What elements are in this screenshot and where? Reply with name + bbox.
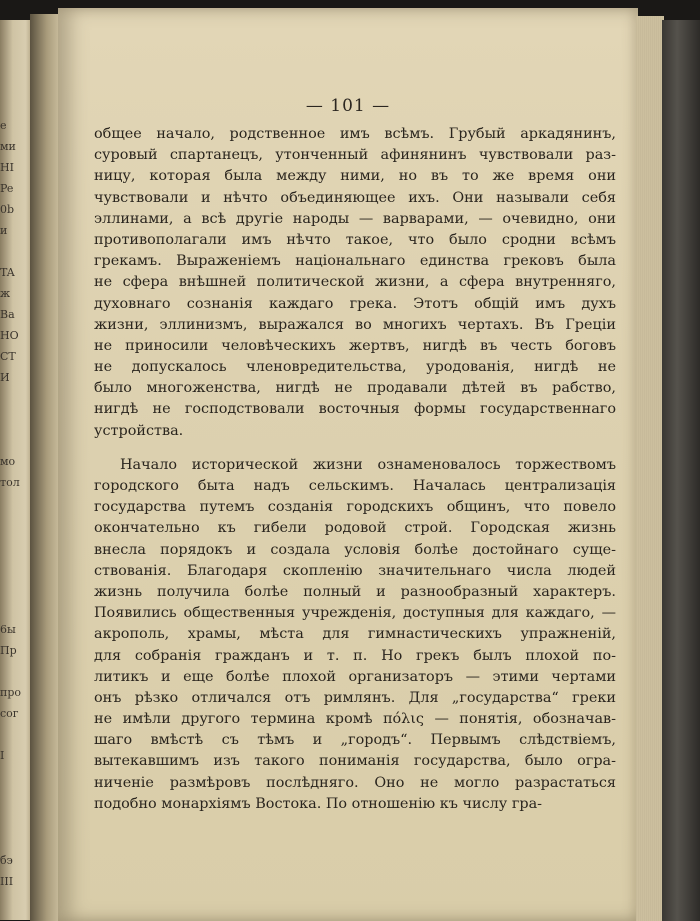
left-page-fragment: CT (0, 350, 16, 363)
left-page-fragment (0, 787, 30, 808)
left-page-fragment: Pe (0, 182, 14, 195)
left-page-fragment: HO (0, 329, 19, 342)
text-line: государства путемъ созданія городскихъ общинъ, что повело (94, 499, 616, 516)
text-line: литикъ и еще болѣе плохой организаторъ — этими чертами (94, 668, 616, 685)
text-line: подобно монархіямъ Востока. По отношенію къ числу гра- (94, 795, 543, 812)
left-page-fragment: бэ (0, 854, 13, 867)
text-line: устройства. (94, 422, 184, 439)
left-page-fragment (0, 409, 30, 430)
text-line: ницу, которая была между ними, но въ то же время они (94, 168, 616, 185)
text-line: ствованія. Благодаря скопленію значительнаго числа людей (94, 562, 616, 579)
left-page-fragment: HI (0, 161, 14, 174)
text-line: жизнь получила болѣе полный и разнообразный характеръ. (94, 583, 616, 600)
text-line: для собранія гражданъ и т. п. Но грекъ былъ плохой по- (94, 647, 616, 664)
text-line: не сфера внѣшней политической жизни, а сфера внутренняго, (94, 274, 616, 291)
page-edges (636, 16, 664, 921)
book-cover (662, 20, 700, 921)
left-page-fragment: TA (0, 266, 15, 279)
left-page-fragment (0, 493, 30, 514)
text-line: общее начало, родственное имъ всѣмъ. Грубый аркадянинъ, (94, 126, 616, 142)
text-line: акрополь, храмы, мѣста для гимнастическихъ упражненій, (94, 626, 616, 643)
left-page-fragment (0, 829, 30, 850)
left-page-fragment: Ba (0, 308, 15, 321)
text-line: Появились общественныя учрежденія, доступныя для каждаго, — (94, 605, 616, 622)
text-line: не допускалось членовредительства, уродованія, нигдѣ не (94, 359, 616, 376)
left-page (0, 20, 32, 920)
left-page-fragment (0, 388, 30, 409)
left-page-fragment: e (0, 119, 7, 132)
left-page-text-fragments (0, 115, 30, 892)
left-page-fragment: про (0, 686, 21, 699)
text-line: нигдѣ не господствовали восточныя формы государственнаго (94, 401, 616, 418)
left-page-fragment (0, 577, 30, 598)
left-page-fragment: И (0, 371, 10, 384)
left-page-fragment (0, 514, 30, 535)
text-line: противополагали имъ нѣчто такое, что было сродни всѣмъ (94, 231, 616, 248)
text-line: онъ рѣзко отличался отъ римлянъ. Для „государства“ греки (94, 689, 616, 706)
text-line: грекамъ. Выраженіемъ національнаго единства грековъ была (94, 253, 616, 270)
text-line: чувствовали и нѣчто объединяющее ихъ. Они называли себя (94, 189, 616, 206)
left-page-fragment: I (0, 749, 5, 762)
text-line: жизни, эллинизмъ, выражался во многихъ чертахъ. Въ Греціи (94, 316, 616, 333)
body-text (94, 124, 616, 815)
left-page-fragment: мо (0, 455, 16, 468)
page-number: — 101 — (305, 96, 391, 116)
left-page-fragment: и (0, 224, 8, 237)
text-line: внесла порядокъ и создала условія болѣе достойнаго суще- (94, 541, 616, 558)
left-page-fragment (0, 535, 30, 556)
left-page-fragment: тол (0, 476, 20, 489)
text-line: было многоженства, нигдѣ не продавали дѣтей въ рабство, (94, 380, 616, 397)
left-page-fragment: III (0, 875, 14, 888)
text-line: городского быта надъ сельскимъ. Началась централизація (94, 478, 616, 494)
left-page-fragment (0, 808, 30, 829)
left-page-fragment (0, 430, 30, 451)
paragraph (94, 455, 616, 815)
text-line: суровый спартанецъ, утонченный афинянинъ чувствовали раз- (94, 147, 616, 164)
left-page-fragment (0, 724, 30, 745)
text-line: эллинами, а всѣ другіе народы — варварами, — очевидно, они (94, 210, 616, 227)
text-line: Начало исторической жизни ознаменовалось торжествомъ (120, 456, 616, 473)
left-page-fragment (0, 241, 30, 262)
text-line: вытекавшимъ изъ такого пониманія государства, было огра- (94, 753, 616, 770)
text-line: не имѣли другого термина кромѣ πόλις — понятія, обозначав- (94, 711, 616, 728)
left-page-fragment: сог (0, 707, 19, 720)
left-page-fragment: ми (0, 140, 16, 153)
paragraph-gap (94, 442, 616, 455)
left-page-fragment (0, 766, 30, 787)
left-page-fragment (0, 556, 30, 577)
left-page-fragment: ж (0, 287, 11, 300)
left-page-fragment: 0b (0, 203, 15, 216)
left-page-fragment (0, 598, 30, 619)
text-line: не приносили человѣческихъ жертвъ, нигдѣ въ честь боговъ (94, 337, 616, 354)
text-line: ниченіе размѣровъ послѣдняго. Оно не могло разрастаться (94, 774, 616, 791)
text-line: шаго вмѣстѣ съ тѣмъ и „городъ“. Первымъ слѣдствіемъ, (94, 732, 616, 749)
paragraph (94, 124, 616, 442)
left-page-fragment: 6ы (0, 623, 16, 636)
text-line: окончательно къ гибели родовой строй. Городская жизнь (94, 520, 616, 537)
left-page-fragment (0, 661, 30, 682)
left-page-fragment: Пр (0, 644, 17, 657)
text-line: духовнаго сознанія каждаго грека. Этотъ общій имъ духъ (94, 295, 616, 312)
